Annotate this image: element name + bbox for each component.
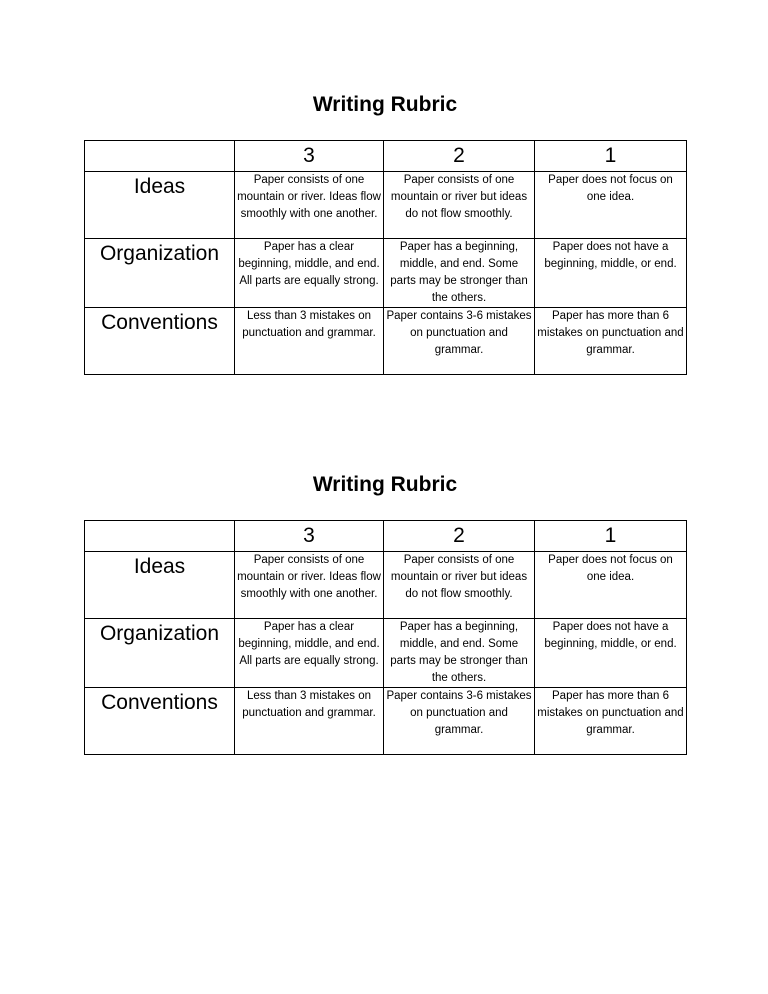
criterion-organization: Organization (85, 619, 235, 688)
header-cell-score-3: 3 (235, 141, 384, 172)
cell-ideas-3: Paper consists of one mountain or river. Ideas flow smoothly with one another. (235, 552, 384, 619)
cell-organization-3: Paper has a clear beginning, middle, and end. All parts are equally strong. (235, 619, 384, 688)
header-cell-empty (85, 141, 235, 172)
header-cell-score-2: 2 (384, 521, 535, 552)
table-row (85, 172, 687, 239)
cell-conventions-1: Paper has more than 6 mistakes on punctuation and grammar. (535, 688, 687, 755)
cell-ideas-1: Paper does not focus on one idea. (535, 172, 687, 239)
header-cell-score-3: 3 (235, 521, 384, 552)
rubric-table (84, 140, 687, 375)
cell-ideas-2: Paper consists of one mountain or river but ideas do not flow smoothly. (384, 552, 535, 619)
cell-organization-2: Paper has a beginning, middle, and end. Some parts may be stronger than the others. (384, 619, 535, 688)
rubric-title: Writing Rubric (312, 93, 458, 116)
criterion-conventions: Conventions (85, 688, 235, 755)
header-cell-empty (85, 521, 235, 552)
table-row (85, 308, 687, 375)
criterion-ideas: Ideas (85, 552, 235, 619)
cell-organization-1: Paper does not have a beginning, middle, or end. (535, 619, 687, 688)
criterion-conventions: Conventions (85, 308, 235, 375)
table-row (85, 239, 687, 308)
criterion-ideas: Ideas (85, 172, 235, 239)
header-cell-score-2: 2 (384, 141, 535, 172)
table-row (85, 619, 687, 688)
rubric-title: Writing Rubric (312, 473, 458, 496)
cell-ideas-2: Paper consists of one mountain or river but ideas do not flow smoothly. (384, 172, 535, 239)
cell-conventions-1: Paper has more than 6 mistakes on punctuation and grammar. (535, 308, 687, 375)
cell-ideas-1: Paper does not focus on one idea. (535, 552, 687, 619)
cell-conventions-2: Paper contains 3-6 mistakes on punctuation and grammar. (384, 308, 535, 375)
header-cell-score-1: 1 (535, 141, 687, 172)
header-row (85, 521, 687, 552)
header-row (85, 141, 687, 172)
criterion-organization: Organization (85, 239, 235, 308)
table-row (85, 688, 687, 755)
cell-conventions-2: Paper contains 3-6 mistakes on punctuation and grammar. (384, 688, 535, 755)
rubric-1 (84, 90, 686, 375)
rubric-2 (84, 470, 686, 755)
table-row (85, 552, 687, 619)
cell-organization-1: Paper does not have a beginning, middle, or end. (535, 239, 687, 308)
rubric-table (84, 520, 687, 755)
header-cell-score-1: 1 (535, 521, 687, 552)
cell-conventions-3: Less than 3 mistakes on punctuation and grammar. (235, 688, 384, 755)
cell-ideas-3: Paper consists of one mountain or river. Ideas flow smoothly with one another. (235, 172, 384, 239)
cell-conventions-3: Less than 3 mistakes on punctuation and grammar. (235, 308, 384, 375)
cell-organization-2: Paper has a beginning, middle, and end. Some parts may be stronger than the others. (384, 239, 535, 308)
cell-organization-3: Paper has a clear beginning, middle, and end. All parts are equally strong. (235, 239, 384, 308)
